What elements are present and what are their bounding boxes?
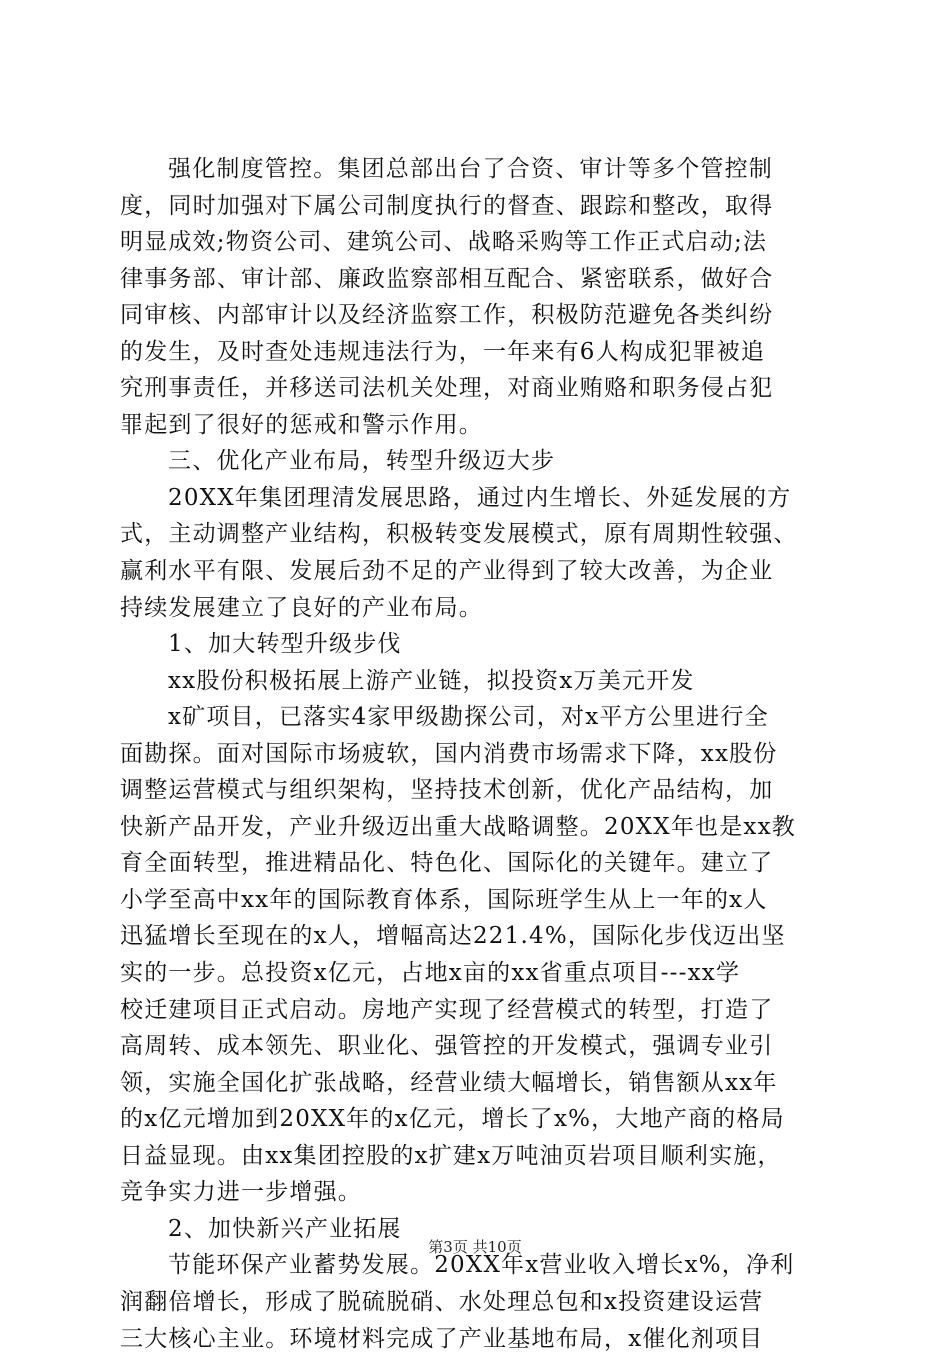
text-line: 实的一步。总投资x亿元，占地x亩的xx省重点项目---xx学: [120, 955, 835, 992]
page-footer: 第3页 共10页: [0, 1236, 950, 1257]
text-line: 20XX年集团理清发展思路，通过内生增长、外延发展的方: [120, 480, 835, 517]
text-line: 育全面转型，推进精品化、特色化、国际化的关键年。建立了: [120, 845, 835, 882]
text-line: 面勘探。面对国际市场疲软，国内消费市场需求下降，xx股份: [120, 736, 835, 773]
text-line: xx股份积极拓展上游产业链，拟投资x万美元开发: [120, 663, 835, 700]
text-line: 小学至高中xx年的国际教育体系，国际班学生从上一年的x人: [120, 882, 835, 919]
text-line: 度，同时加强对下属公司制度执行的督查、跟踪和整改，取得: [120, 188, 835, 225]
text-line: 律事务部、审计部、廉政监察部相互配合、紧密联系，做好合: [120, 261, 835, 298]
subsection-heading: 1、加大转型升级步伐: [120, 626, 835, 663]
text-line: 快新产品开发，产业升级迈出重大战略调整。20XX年也是xx教: [120, 809, 835, 846]
body-text: [120, 151, 835, 1357]
text-line: 节能环保产业蓄势发展。20XX年x营业收入增长x%，净利: [120, 1247, 835, 1284]
text-line: 强化制度管控。集团总部出台了合资、审计等多个管控制: [120, 151, 835, 188]
text-line: 赢利水平有限、发展后劲不足的产业得到了较大改善，为企业: [120, 553, 835, 590]
text-line: 式，主动调整产业结构，积极转变发展模式，原有周期性较强、: [120, 516, 835, 553]
text-line: 高周转、成本领先、职业化、强管控的开发模式，强调专业引: [120, 1028, 835, 1065]
text-line: 润翻倍增长，形成了脱硫脱硝、水处理总包和x投资建设运营: [120, 1284, 835, 1321]
subsection-heading: 2、加快新兴产业拓展: [120, 1211, 835, 1248]
text-line: 三大核心主业。环境材料完成了产业基地布局，x催化剂项目: [120, 1321, 835, 1357]
section-heading: 三、优化产业布局，转型升级迈大步: [120, 443, 835, 480]
text-line: 的发生，及时查处违规违法行为，一年来有6人构成犯罪被追: [120, 334, 835, 371]
text-line: 的x亿元增加到20XX年的x亿元，增长了x%，大地产商的格局: [120, 1101, 835, 1138]
text-line: 同审核、内部审计以及经济监察工作，积极防范避免各类纠纷: [120, 297, 835, 334]
text-line: 明显成效;物资公司、建筑公司、战略采购等工作正式启动;法: [120, 224, 835, 261]
text-line: 日益显现。由xx集团控股的x扩建x万吨油页岩项目顺利实施，: [120, 1138, 835, 1175]
text-line: 持续发展建立了良好的产业布局。: [120, 590, 835, 627]
text-line: 究刑事责任，并移送司法机关处理，对商业贿赂和职务侵占犯: [120, 370, 835, 407]
text-line: 校迁建项目正式启动。房地产实现了经营模式的转型，打造了: [120, 992, 835, 1029]
text-line: 领，实施全国化扩张战略，经营业绩大幅增长，销售额从xx年: [120, 1065, 835, 1102]
text-line: 调整运营模式与组织架构，坚持技术创新，优化产品结构，加: [120, 772, 835, 809]
text-line: x矿项目，已落实4家甲级勘探公司，对x平方公里进行全: [120, 699, 835, 736]
text-line: 罪起到了很好的惩戒和警示作用。: [120, 407, 835, 444]
text-line: 迅猛增长至现在的x人，增幅高达221.4%，国际化步伐迈出坚: [120, 918, 835, 955]
text-line: 竞争实力进一步增强。: [120, 1174, 835, 1211]
